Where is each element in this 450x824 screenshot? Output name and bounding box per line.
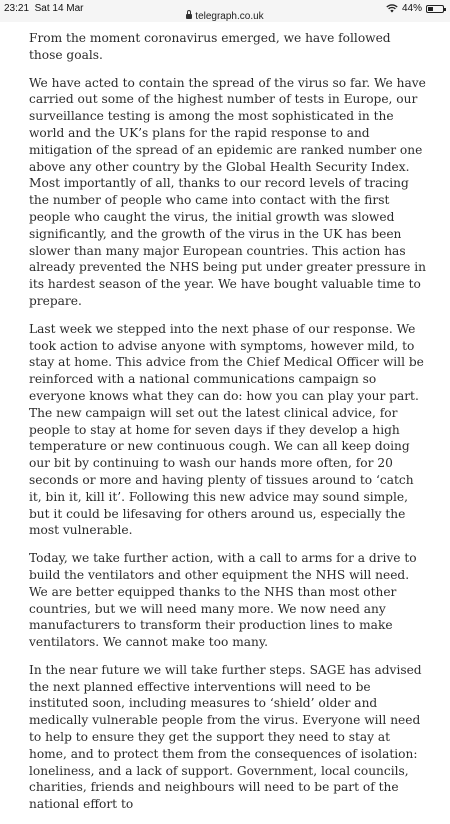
status-date: Sat 14 Mar [34, 3, 84, 14]
article-body [29, 30, 427, 824]
battery-percent: 44% [401, 3, 422, 14]
status-bar [0, 0, 450, 22]
battery-level-fill [428, 7, 433, 11]
lock-icon [186, 14, 192, 19]
article-paragraph: In the near future we will take further steps. SAGE has advised the next planned effective interventions will need to be instituted soon, including measures to ‘shield’ older and medically vulnerable people from the virus. Everyone will need to help to ensure they get the support they need to stay at home, and to protect them from the consequences of isolation: loneliness, and a lack of support. Government, local councils, charities, friends and neighbours will need to be part of the national effort to [29, 662, 422, 812]
article-paragraph: Today, we take further action, with a call to arms for a drive to build the ventilators and other equipment the NHS will need. We are better equipped thanks to the NHS than most other countries, but we will need many more. We now need any manufacturers to transform their production lines to make ventilators. We cannot make too many. [29, 551, 417, 650]
battery-icon [426, 5, 444, 13]
wifi-icon [386, 4, 398, 13]
article-paragraph: From the moment coronavirus emerged, we have followed those goals. [29, 31, 391, 62]
status-indicators [386, 3, 444, 14]
status-time: 23:21 [4, 3, 30, 14]
url-text: telegraph.co.uk [195, 11, 264, 22]
address-bar[interactable] [0, 11, 450, 22]
article-paragraph: Last week we stepped into the next phase of our response. We took action to advise anyone with symptoms, however mild, to stay at home. This advice from the Chief Medical Officer will be reinforced with a national communications campaign so everyone knows what they can do: how you can play your part. The new campaign will set out the latest clinical advice, for people to stay at home for seven days if they develop a high temperature or new continuous cough. We can all keep doing our bit by continuing to wash our hands more often, for 20 seconds or more and having plenty of tissues around to ‘catch it, bin it, kill it’. Following this new advice may sound simple, but it could be lifesaving for others around us, especially the most vulnerable. [29, 321, 424, 538]
article-paragraph: We have acted to contain the spread of the virus so far. We have carried out some of the highest number of tests in Europe, our surveillance testing is among the most sophisticated in the world and the UK’s plans for the rapid response to and mitigation of the spread of an epidemic are ranked number one above any other country by the Global Health Security Index. Most importantly of all, thanks to our record levels of tracing the number of people who came into contact with the first people who caught the virus, the initial growth was slowed significantly, and the growth of the virus in the UK has been slower than many major European countries. This action has already prevented the NHS being put under greater pressure in its hardest season of the year. We have bought valuable time to prepare. [29, 75, 426, 308]
